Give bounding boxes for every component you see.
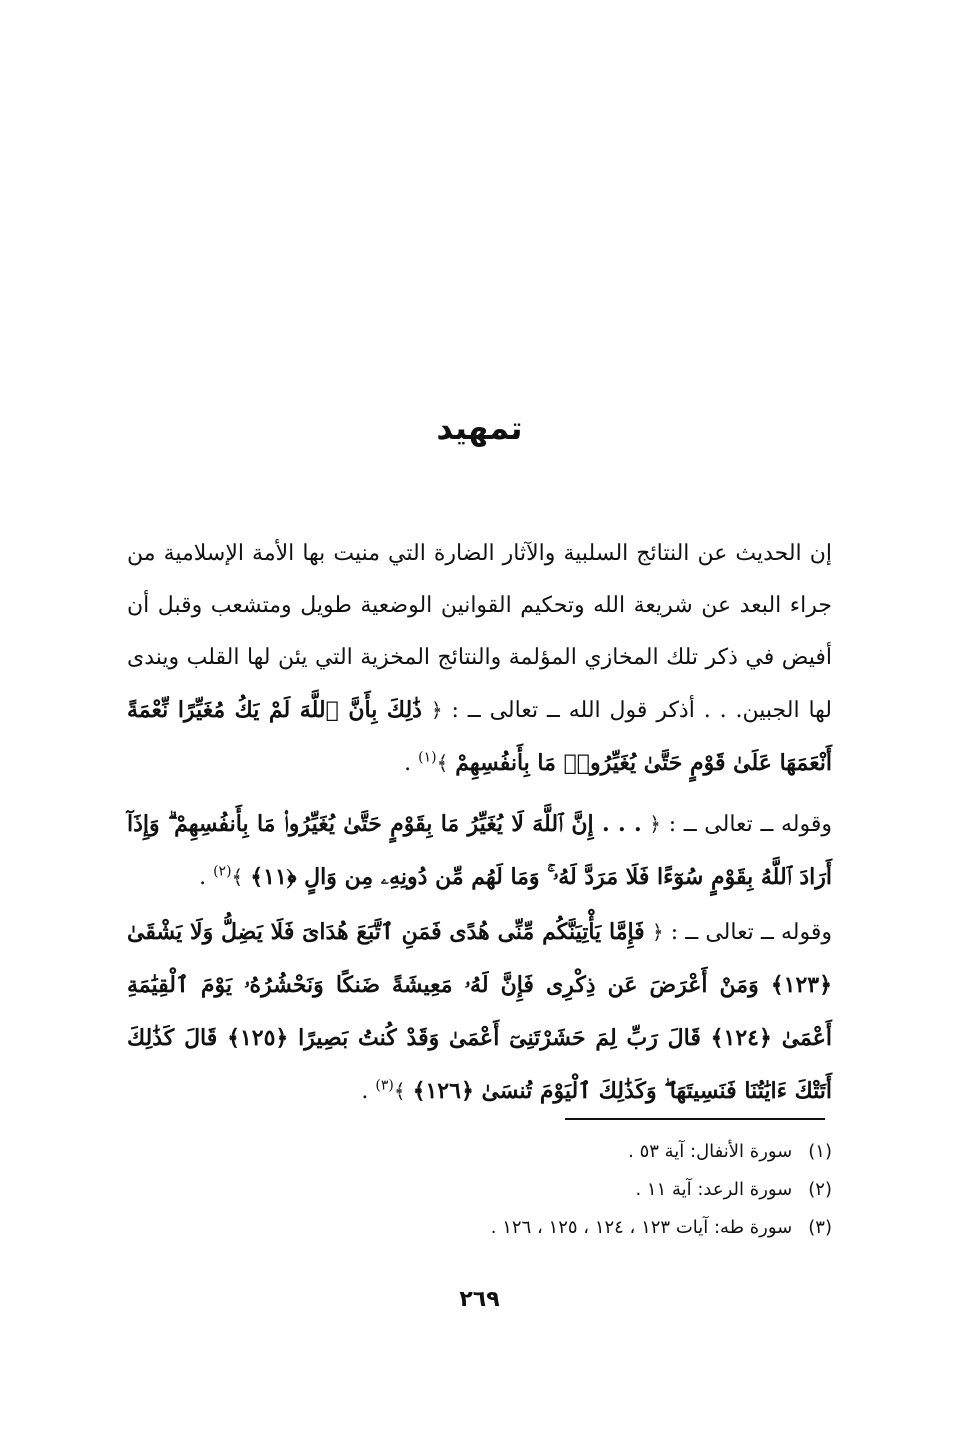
quran-open-bracket: ﴿ [649,812,662,836]
quran-verse-anfal-53: ذَٰلِكَ بِأَنَّ ٱللَّهَ لَمْ يَكُ مُغَيِّرًا نِّعْمَةً أَنْعَمَهَا عَلَىٰ قَوْمٍ حَتَّىٰ يُغَيِّرُوا۟ مَا بِأَنفُسِهِمْ [127,697,832,776]
paragraph-2-text: وقوله ــ تعالى ــ : [668,812,833,837]
sentence-end: . [199,865,214,890]
quran-close-bracket: ﴾ [231,865,244,889]
footnote-2 [127,1171,832,1209]
footnote-3 [127,1209,832,1247]
footnote-text: سورة الأنفال: آية ٥٣ . [628,1141,793,1162]
footnote-number: (٣) [808,1217,832,1238]
footnote-ref-2[interactable]: (٢) [213,863,232,880]
paragraph-3 [127,906,832,1118]
sentence-end: . [404,751,419,776]
footnote-1 [127,1133,832,1171]
footnote-ref-3[interactable]: (٣) [375,1077,394,1094]
paragraph-3-text: وقوله ــ تعالى ــ : [670,920,832,945]
quran-open-bracket: ﴿ [651,920,664,944]
footnote-number: (١) [808,1141,832,1162]
footnote-ref-1[interactable]: (١) [418,749,437,766]
sentence-end: . [361,1079,376,1104]
footnote-divider [565,1118,825,1120]
quran-close-bracket: ﴾ [393,1079,406,1103]
quran-open-bracket: ﴿ [430,698,443,722]
quran-verse-raad-11: . . . إِنَّ ٱللَّهَ لَا يُغَيِّرُ مَا بِقَوْمٍ حَتَّىٰ يُغَيِّرُوا۟ مَا بِأَنفُسِهِمْ ۗ وَإِذَآ أَرَادَ ٱللَّهُ بِقَوْمٍ سُوٓءًا فَلَا مَرَدَّ لَهُۥ ۚ وَمَا لَهُم مِّن دُونِهِۦ مِن وَالٍ ﴿١١﴾ [127,811,832,890]
paragraph-1-text: إن الحديث عن النتائج السلبية والآثار الضارة التي منيت بها الأمة الإسلامية من جراء البعد عن شريعة الله وتحكيم القوانين الوضعية طويل ومتشعب وقبل أن أفيض في ذكر تلك المخازي المؤلمة والنتائج المخزية التي يئن لها القلب ويندى لها الجبين. . . أذكر قول الله ــ تعالى ــ : [127,541,832,723]
chapter-title: تمهيد [436,409,523,448]
footnote-text: سورة طه: آيات ١٢٣ ، ١٢٤ ، ١٢٥ ، ١٢٦ . [490,1217,793,1238]
footnote-number: (٢) [808,1179,832,1200]
quran-verse-taha-123-126: فَإِمَّا يَأْتِيَنَّكُم مِّنِّى هُدًى فَمَنِ ٱتَّبَعَ هُدَاىَ فَلَا يَضِلُّ وَلَا يَشْقَىٰ ﴿١٢٣﴾ وَمَنْ أَعْرَضَ عَن ذِكْرِى فَإِنَّ لَهُۥ مَعِيشَةً ضَنكًا وَنَحْشُرُهُۥ يَوْمَ ٱلْقِيَٰمَةِ أَعْمَىٰ ﴿١٢٤﴾ قَالَ رَبِّ لِمَ حَشَرْتَنِىٓ أَعْمَىٰ وَقَدْ كُنتُ بَصِيرًا ﴿١٢٥﴾ قَالَ كَذَٰلِكَ أَتَتْكَ ءَايَٰتُنَا فَنَسِيتَهَا ۖ وَكَذَٰلِكَ ٱلْيَوْمَ تُنسَىٰ ﴿١٢٦﴾ [127,919,832,1104]
footnotes-list [127,1133,832,1247]
page-number: ٢٦٩ [459,1287,500,1312]
quran-close-bracket: ﴾ [436,751,449,775]
footnote-text: سورة الرعد: آية ١١ . [635,1179,793,1200]
paragraph-2 [127,798,832,904]
paragraph-1 [127,528,832,790]
